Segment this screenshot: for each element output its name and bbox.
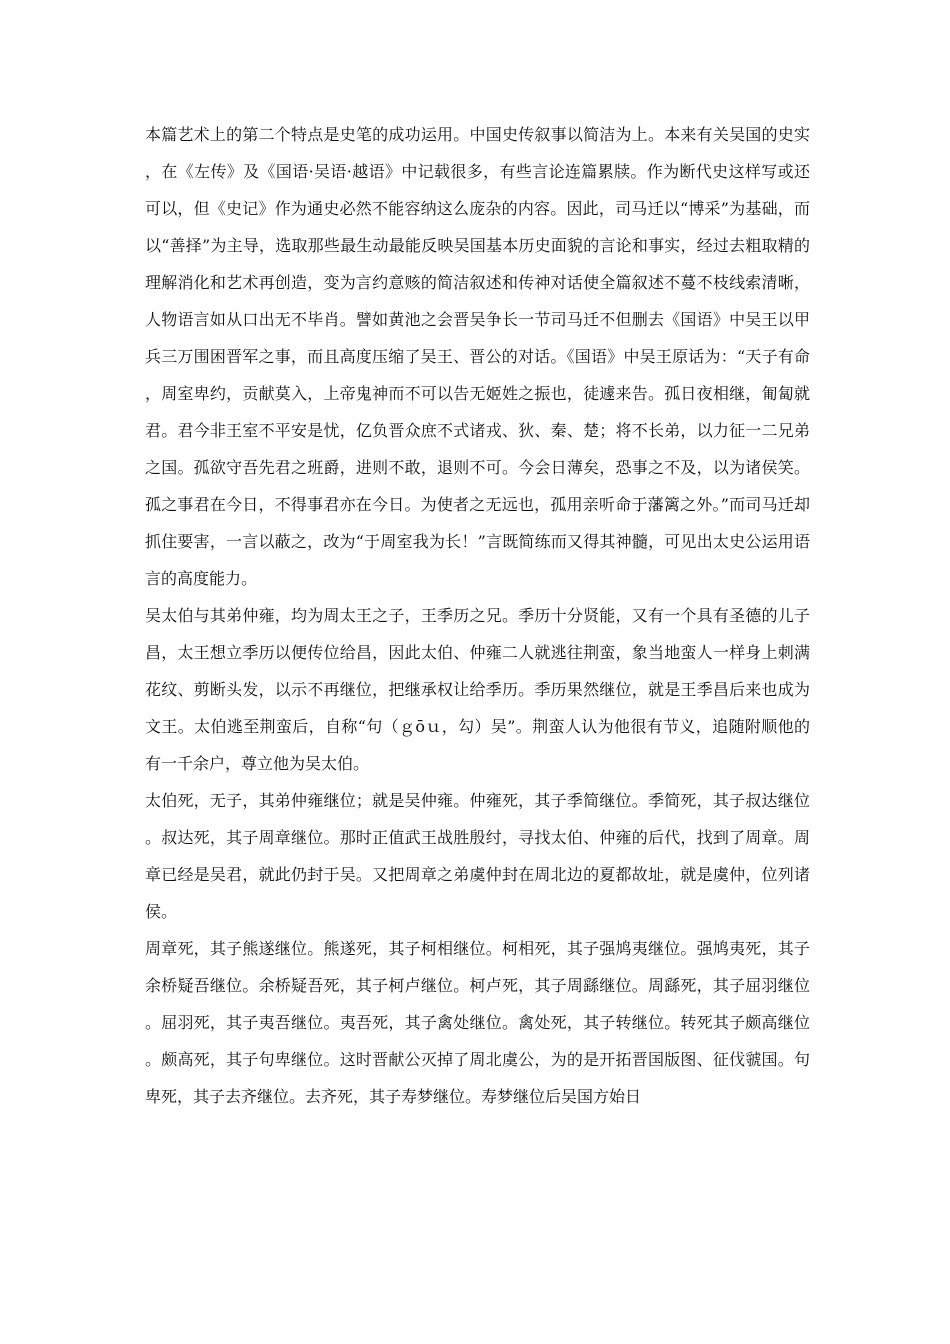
- paragraph-succession-zhouzhang: 周章死，其子熊遂继位。熊遂死，其子柯相继位。柯相死，其子强鸠夷继位。强鸠夷死，其子余桥疑吾继位。余桥疑吾死，其子柯卢继位。柯卢死，其子周繇继位。周繇死，其子屈羽继位。屈羽死，其子夷吾继位。夷吾死，其子禽处继位。禽处死，其子转继位。转死其子颇高继位。颇高死，其子句卑继位。这时晋献公灭掉了周北虞公，为的是开拓晋国版图、征伐虢国。句卑死，其子去齐继位。去齐死，其子寿梦继位。寿梦继位后吴国方始日: [145, 939, 810, 1106]
- paragraph-wu-taibo-origin: 吴太伯与其弟仲雍，均为周太王之子，王季历之兄。季历十分贤能，又有一个具有圣德的儿子昌，太王想立季历以便传位给昌，因此太伯、仲雍二人就逃往荆蛮，象当地蛮人一样身上刺满花纹、剪断头发，以示不再继位，把继承权让给季历。季历果然继位，就是王季昌后来也成为文王。太伯逃至荆蛮后，自称“句（ｇōｕ，勾）吴”。荆蛮人认为他很有节义，追随附顺他的有一千余户，尊立他为吴太伯。: [145, 606, 810, 773]
- document-page: [145, 116, 810, 1115]
- paragraph-succession-zhongyong: 太伯死，无子，其弟仲雍继位；就是吴仲雍。仲雍死，其子季简继位。季简死，其子叔达继位。叔达死，其子周章继位。那时正值武王战胜殷纣，寻找太伯、仲雍的后代，找到了周章。周章已经是吴君，就此仍封于吴。又把周章之弟虞仲封在周北边的夏都故址，就是虞仲，位列诸侯。: [145, 791, 810, 921]
- paragraph-historical-writing-style: 本篇艺术上的第二个特点是史笔的成功运用。中国史传叙事以简洁为上。本来有关吴国的史实，在《左传》及《国语·吴语·越语》中记载很多，有些言论连篇累牍。作为断代史这样写或还可以，但《史记》作为通史必然不能容纳这么庞杂的内容。因此，司马迁以“博采”为基础，而以“善择”为主导，选取那些最生动最能反映吴国基本历史面貌的言论和事实，经过去粗取精的理解消化和艺术再创造，变为言约意赅的简洁叙述和传神对话使全篇叙述不蔓不枝线索清晰，人物语言如从口出无不毕肖。譬如黄池之会晋吴争长一节司马迁不但删去《国语》中吴王以甲兵三万围困晋军之事，而且高度压缩了吴王、晋公的对话。《国语》中吴王原话为：“天子有命，周室卑约，贡献莫入，上帝鬼神而不可以告无姬姓之振也，徒遽来告。孤日夜相继，匍匐就君。君今非王室不平安是忧，亿负晋众庶不式诸戎、狄、秦、楚；将不长弟，以力征一二兄弟之国。孤欲守吾先君之班爵，进则不敢，退则不可。今会日薄矣，恐事之不及，以为诸侯笑。孤之事君在今日，不得事君亦在今日。为使者之无远也，孤用亲听命于藩篱之外。”而司马迁却抓住要害，一言以蔽之，改为“于周室我为长！”言既简练而又得其神髓，可见出太史公运用语言的高度能力。: [145, 125, 810, 588]
